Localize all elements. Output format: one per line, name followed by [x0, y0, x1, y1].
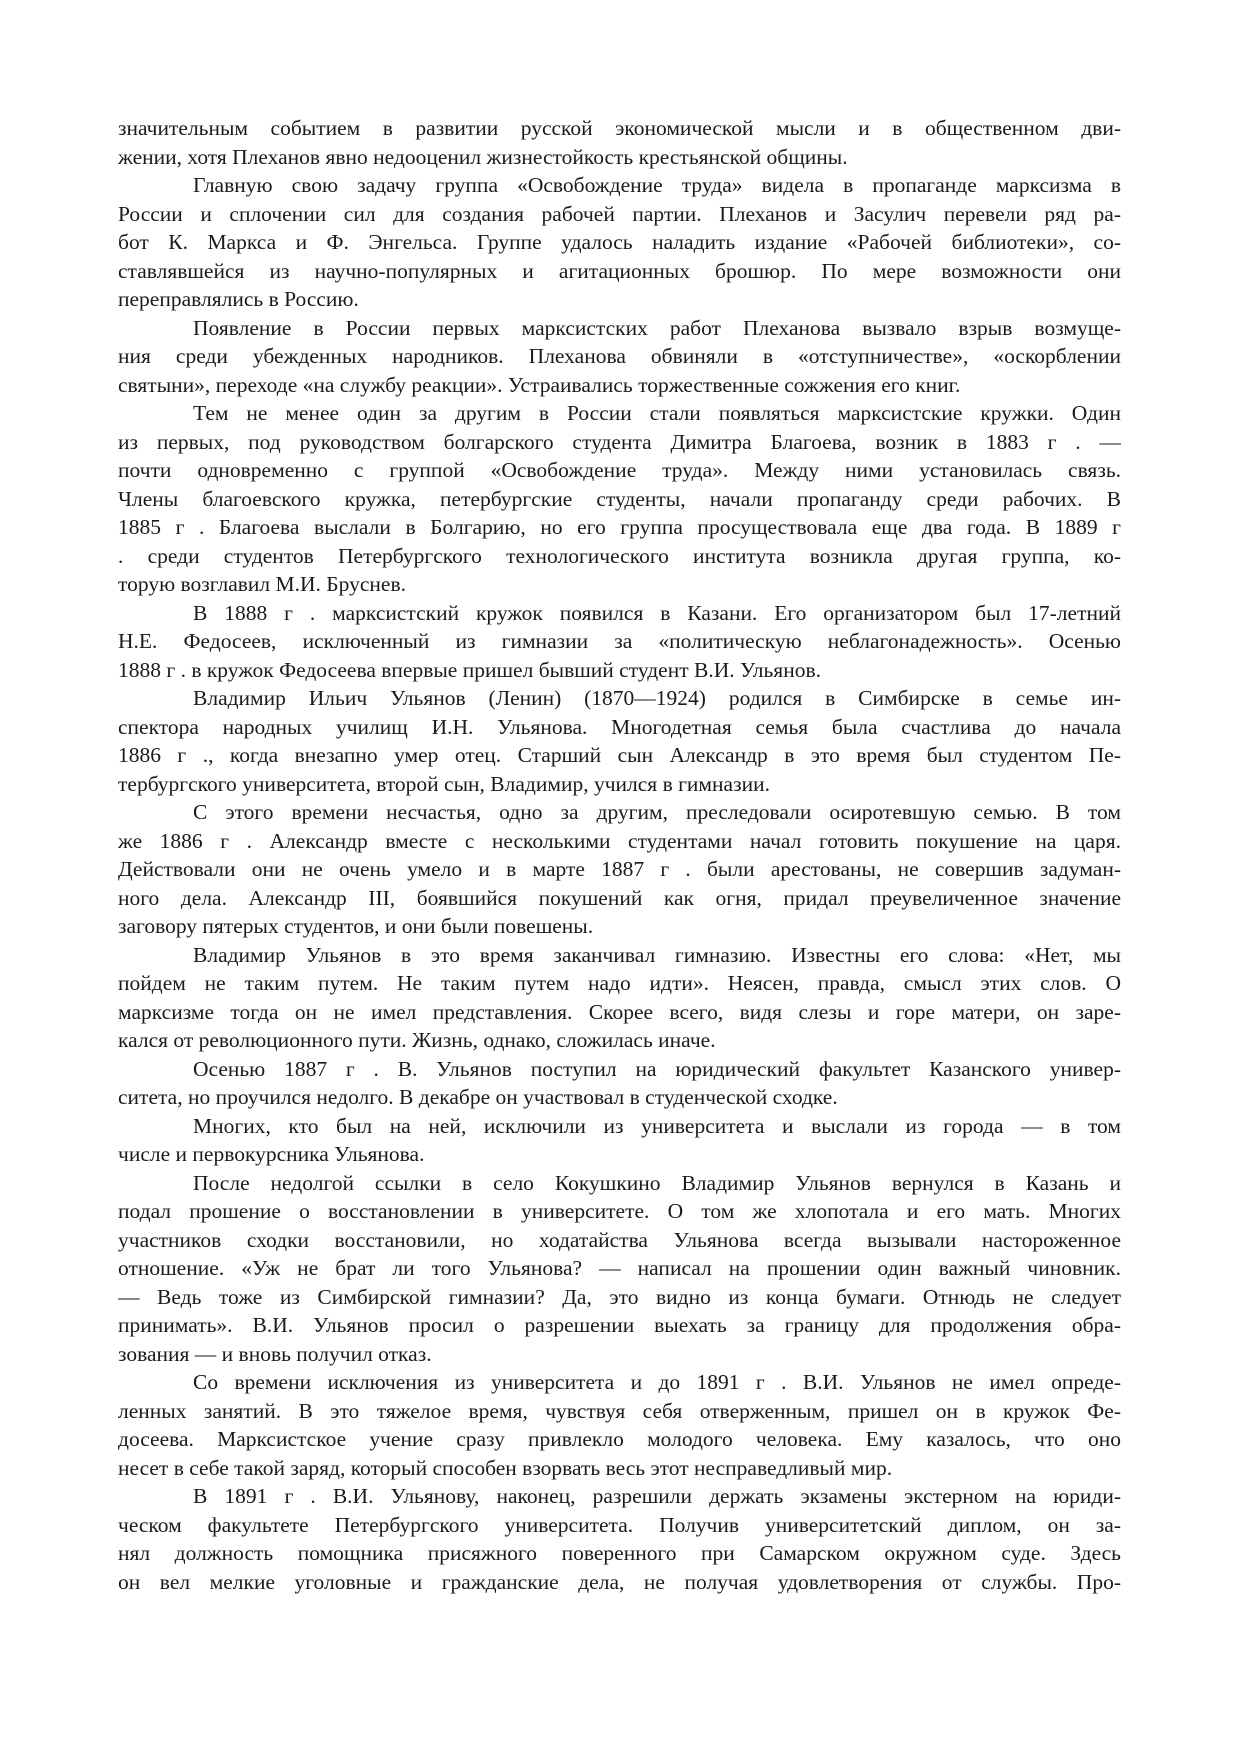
paragraph-first-line: В 1891 г . В.И. Ульянову, наконец, разрешили держать экзамены экстерном на юриди- [193, 1484, 1121, 1508]
paragraph-first-line: Со времени исключения из университета и до 1891 г . В.И. Ульянов не имел опреде- [193, 1370, 1121, 1394]
text-line: ния среди убежденных народников. Плеханова обвиняли в «отступничестве», «оскорблении [118, 344, 1121, 368]
text-line: ного дела. Александр III, боявшийся покушений как огня, придал преувеличенное значение [118, 885, 1121, 910]
text-line: — Ведь тоже из Симбирской гимназии? Да, это видно из конца бумаги. Отнюдь не следует [118, 1284, 1121, 1309]
text-line: России и сплочении сил для создания рабочей партии. Плеханов и Засулич перевели ряд ра- [118, 201, 1121, 226]
paragraph-first-line: Осенью 1887 г . В. Ульянов поступил на юридический факультет Казанского универ- [193, 1056, 1121, 1081]
paragraph-first-line: Многих, кто был на ней, исключили из университета и выслали из города — в том [193, 1113, 1121, 1138]
text-line: из первых, под руководством болгарского студента Димитра Благоева, возник в 1883 г . — [118, 429, 1121, 454]
text-line: тербургского университета, второй сын, Владимир, учился в гимназии. [118, 771, 770, 796]
text-line: нял должность помощника присяжного поверенного при Самарском окружном суде. Здесь [118, 1541, 1121, 1565]
text-line: . среди студентов Петербургского технологического института возникла другая группа, ко- [118, 543, 1121, 568]
text-line: пойдем не таким путем. Не таким путем надо идти». Неясен, правда, смысл этих слов. О [118, 971, 1121, 995]
text-line: зования — и вновь получил отказ. [118, 1341, 432, 1366]
text-line: несет в себе такой заряд, который способен взорвать весь этот несправедливый мир. [118, 1455, 893, 1480]
paragraph-first-line: Появление в России первых марксистских работ Плеханова вызвало взрыв возмуще- [193, 315, 1121, 340]
text-line: 1885 г . Благоева выслали в Болгарию, но его группа просуществовала еще два года. В 1889 г [118, 515, 1121, 539]
text-line: спектора народных училищ И.Н. Ульянова. Многодетная семья была счастлива до начала [118, 714, 1121, 739]
text-line: Н.Е. Федосеев, исключенный из гимназии за «политическую неблагонадежность». Осенью [118, 629, 1121, 653]
text-line: досеева. Марксистское учение сразу привлекло молодого человека. Ему казалось, что оно [118, 1427, 1121, 1451]
text-line: кался от революционного пути. Жизнь, однако, сложилась иначе. [118, 1028, 716, 1052]
text-line: жении, хотя Плеханов явно недооценил жизнестойкость крестьянской общины. [118, 144, 848, 169]
text-line: 1886 г ., когда внезапно умер отец. Старший сын Александр в это время был студентом Пе- [118, 743, 1121, 767]
text-line: подал прошение о восстановлении в университете. О том же хлопотала и его мать. Многих [118, 1199, 1121, 1223]
paragraph-first-line: Владимир Ульянов в это время заканчивал гимназию. Известны его слова: «Нет, мы [193, 942, 1121, 967]
text-line: ситета, но проучился недолго. В декабре он участвовал в студенческой сходке. [118, 1085, 838, 1109]
text-line: бот К. Маркса и Ф. Энгельса. Группе удалось наладить издание «Рабочей библиотеки», со- [118, 230, 1121, 254]
text-line: 1888 г . в кружок Федосеева впервые пришел бывший студент В.И. Ульянов. [118, 657, 821, 682]
text-line: ставлявшейся из научно-популярных и агитационных брошюр. По мере возможности они [118, 258, 1121, 283]
text-line: Действовали они не очень умело и в марте 1887 г . были арестованы, не совершив задуман- [118, 857, 1121, 881]
text-line: Члены благоевского кружка, петербургские студенты, начали пропаганду среди рабочих. В [118, 486, 1121, 511]
text-line: числе и первокурсника Ульянова. [118, 1142, 425, 1166]
text-line: марксизме тогда он не имел представления. Скорее всего, видя слезы и горе матери, он заре- [118, 999, 1121, 1024]
paragraph-first-line: После недолгой ссылки в село Кокушкино Владимир Ульянов вернулся в Казань и [193, 1170, 1121, 1195]
text-line: значительным событием в развитии русской экономической мысли и в общественном дви- [118, 116, 1121, 140]
document-body [118, 114, 1121, 1596]
text-line: заговору пятерых студентов, и они были повешены. [118, 914, 594, 938]
paragraph-first-line: Владимир Ильич Ульянов (Ленин) (1870—1924) родился в Симбирске в семье ин- [193, 686, 1121, 710]
paragraph-first-line: Тем не менее один за другим в России стали появляться марксистские кружки. Один [193, 401, 1121, 425]
text-line: святыни», переходе «на службу реакции». Устраивались торжественные сожжения его книг. [118, 372, 961, 397]
text-line: торую возглавил М.И. Бруснев. [118, 572, 406, 596]
paragraph-first-line: Главную свою задачу группа «Освобождение труда» видела в пропаганде марксизма в [193, 173, 1121, 197]
text-line: участников сходки восстановили, но ходатайства Ульянова всегда вызывали настороженное [118, 1227, 1121, 1252]
paragraph-first-line: С этого времени несчастья, одно за другим, преследовали осиротевшую семью. В том [193, 800, 1121, 824]
text-line: почти одновременно с группой «Освобождение труда». Между ними установилась связь. [118, 458, 1121, 482]
paragraph-first-line: В 1888 г . марксистский кружок появился в Казани. Его организатором был 17-летний [193, 600, 1121, 625]
text-line: ческом факультете Петербургского университета. Получив университетский диплом, он за- [118, 1512, 1121, 1537]
text-line: же 1886 г . Александр вместе с несколькими студентами начал готовить покушение на царя. [118, 828, 1121, 853]
text-line: отношение. «Уж не брат ли того Ульянова? — написал на прошении один важный чиновник. [118, 1256, 1121, 1280]
text-line: переправлялись в Россию. [118, 287, 359, 311]
text-line: принимать». В.И. Ульянов просил о разрешении выехать за границу для продолжения обра- [118, 1313, 1121, 1337]
text-line: ленных занятий. В это тяжелое время, чувствуя себя отверженным, пришел он в кружок Фе- [118, 1398, 1121, 1423]
text-line: он вел мелкие уголовные и гражданские дела, не получая удовлетворения от службы. Про- [118, 1569, 1121, 1594]
